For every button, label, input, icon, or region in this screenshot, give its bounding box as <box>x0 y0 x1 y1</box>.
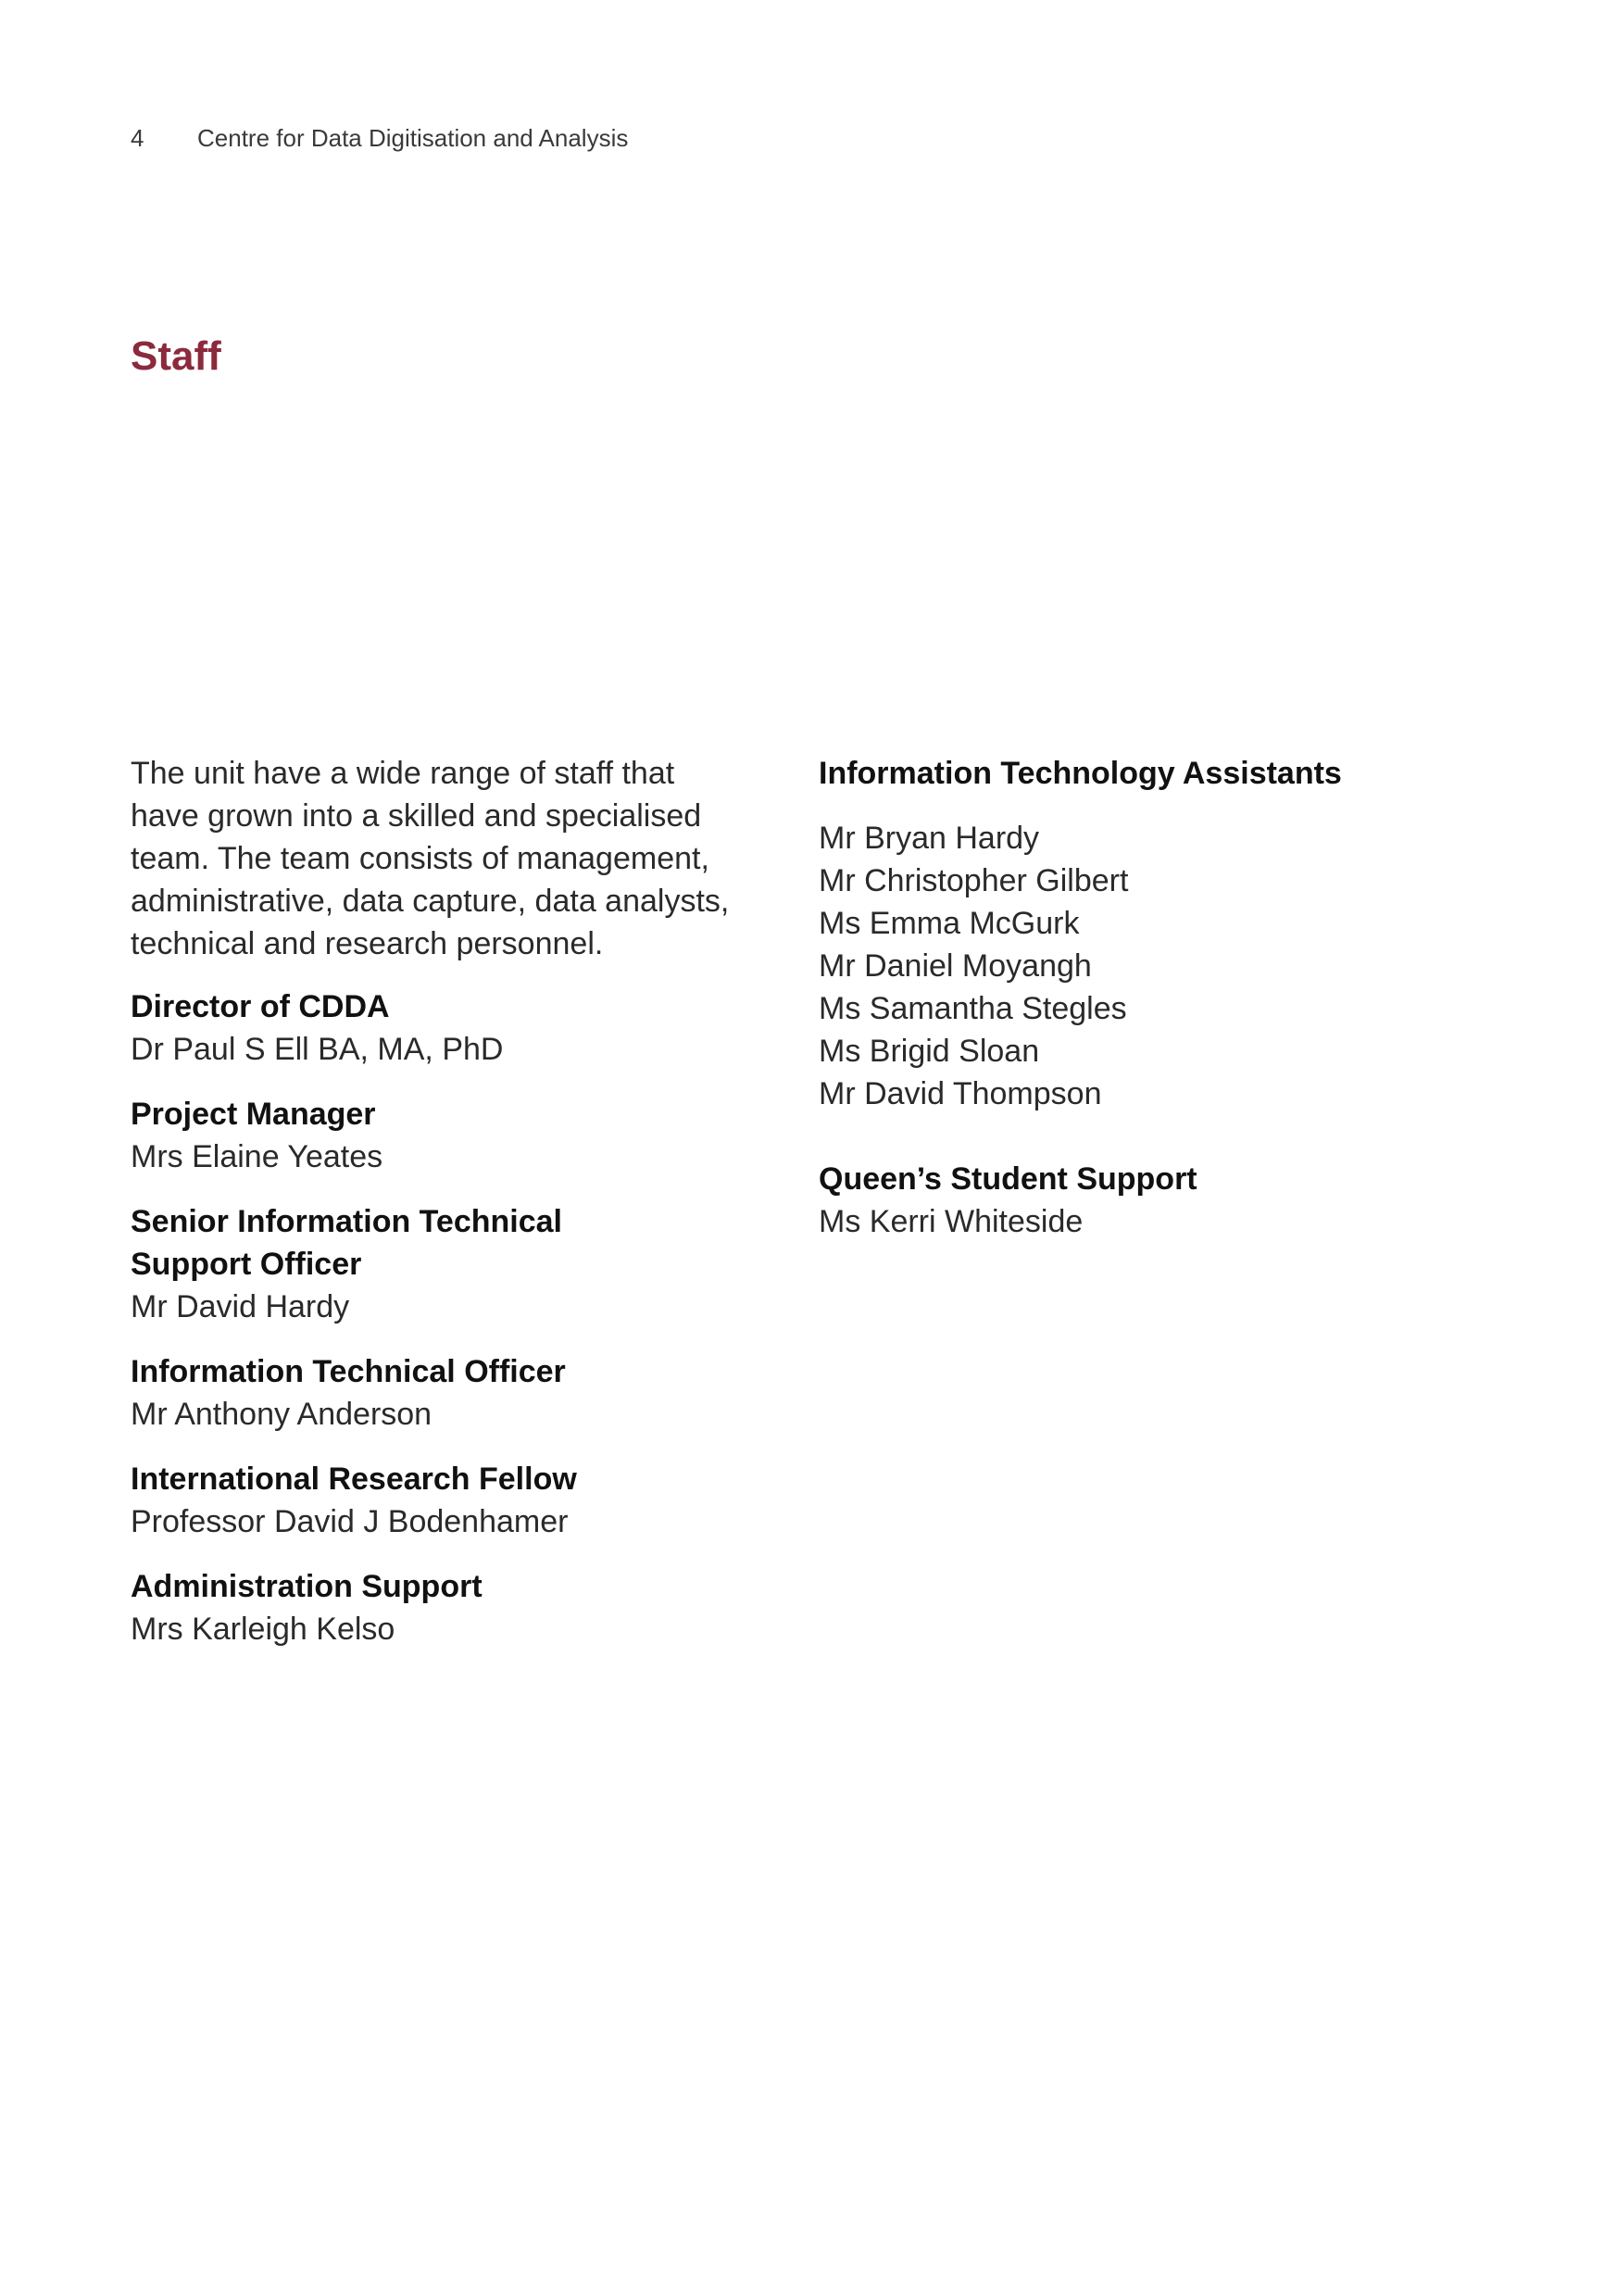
list-item: Mr Bryan Hardy <box>819 821 1040 856</box>
role-person: Mrs Elaine Yeates <box>131 1139 383 1174</box>
role-title: Administration Support <box>131 1569 483 1604</box>
it-assistants-title: Information Technology Assistants <box>819 756 1342 791</box>
role-title: Senior Information Technical Support Officer <box>131 1204 562 1282</box>
role-title: Queen’s Student Support <box>819 1161 1197 1197</box>
role-person: Mrs Karleigh Kelso <box>131 1612 395 1647</box>
role-director <box>131 985 742 1071</box>
it-assistants-list <box>819 817 1523 1115</box>
role-student-support <box>819 1158 1523 1243</box>
role-person: Mr Anthony Anderson <box>131 1397 432 1432</box>
section-title: Staff <box>131 333 221 379</box>
list-item: Mr Daniel Moyangh <box>819 948 1092 984</box>
list-item: Mr David Thompson <box>819 1076 1102 1111</box>
role-title: Project Manager <box>131 1097 376 1132</box>
intro-paragraph: The unit have a wide range of staff that have grown into a skilled and specialised team. The team consists of management, administrative, data capture, data analysts, technical and research personnel. <box>131 756 730 961</box>
role-title: Information Technical Officer <box>131 1354 566 1389</box>
role-person: Professor David J Bodenhamer <box>131 1504 569 1539</box>
role-title: Director of CDDA <box>131 989 390 1024</box>
role-senior-it-support <box>131 1200 742 1328</box>
role-person: Mr David Hardy <box>131 1289 350 1324</box>
page-number: 4 <box>131 124 144 152</box>
list-item: Ms Brigid Sloan <box>819 1034 1040 1069</box>
role-title: International Research Fellow <box>131 1462 577 1497</box>
right-column <box>819 752 1523 1265</box>
list-item: Ms Samantha Stegles <box>819 991 1127 1026</box>
running-title: Centre for Data Digitisation and Analysis <box>197 124 629 152</box>
role-admin-support <box>131 1565 742 1650</box>
list-item: Ms Emma McGurk <box>819 906 1080 941</box>
role-person: Ms Kerri Whiteside <box>819 1204 1084 1239</box>
role-project-manager <box>131 1093 742 1178</box>
role-it-officer <box>131 1350 742 1436</box>
left-column <box>131 752 742 1673</box>
running-header <box>131 124 628 153</box>
list-item: Mr Christopher Gilbert <box>819 863 1129 898</box>
role-research-fellow <box>131 1458 742 1543</box>
role-person: Dr Paul S Ell BA, MA, PhD <box>131 1032 504 1067</box>
